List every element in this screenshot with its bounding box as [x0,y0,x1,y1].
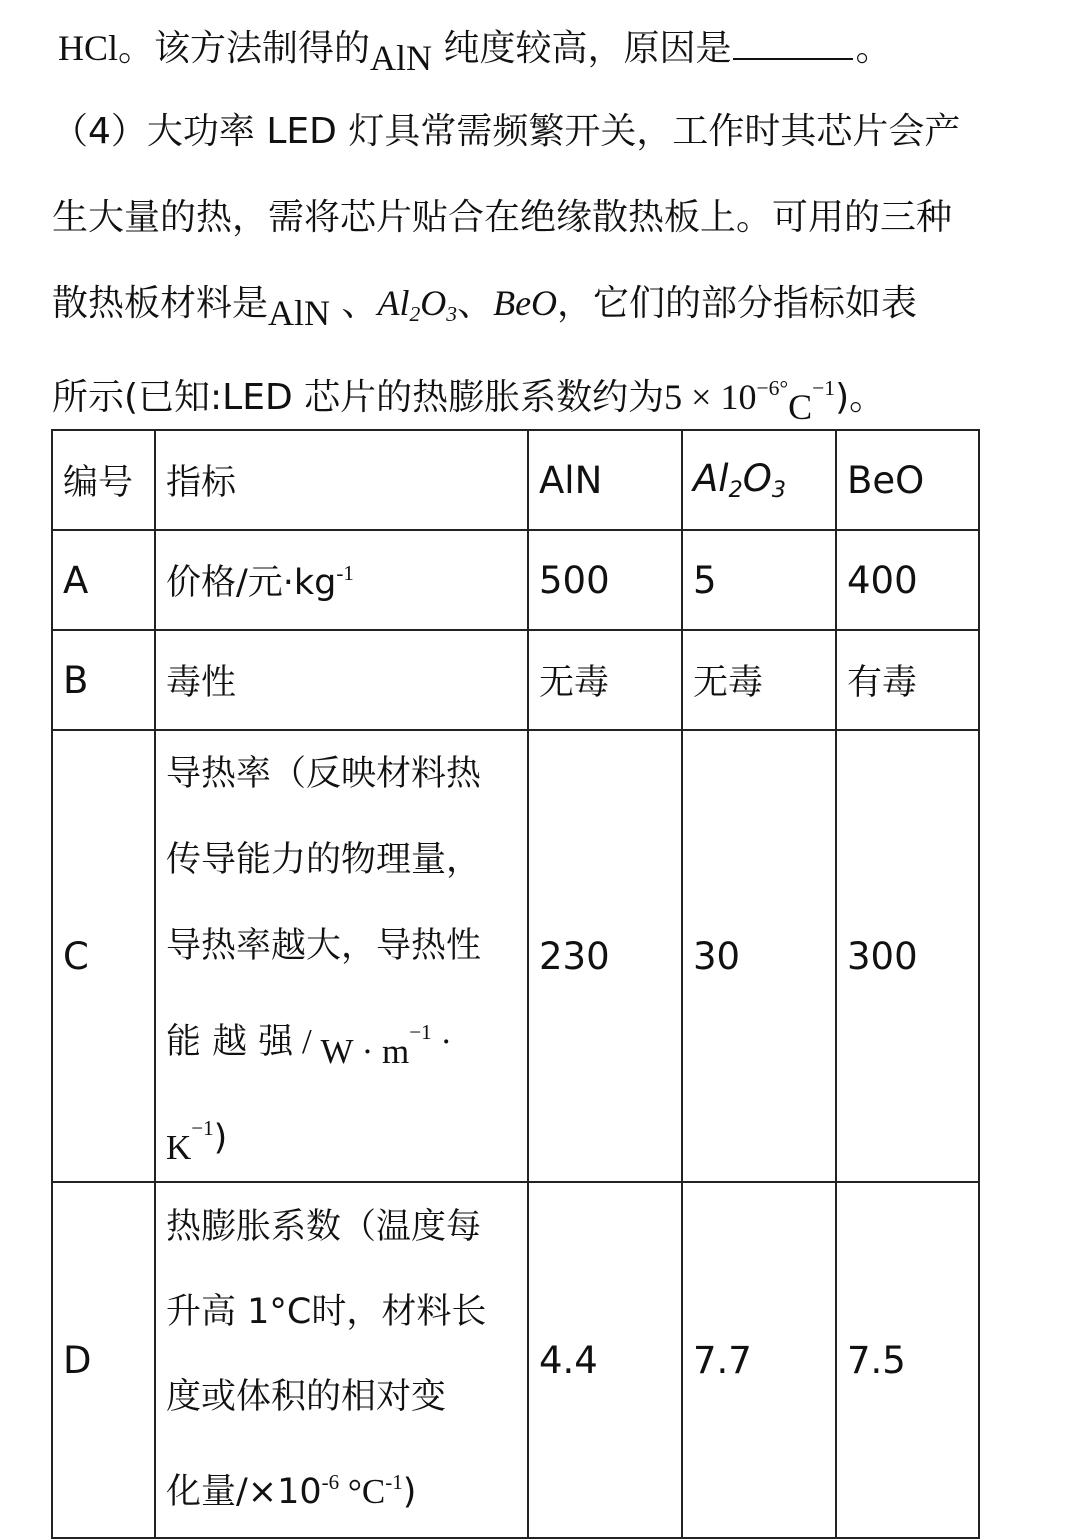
row-d-aln: 4.4 [528,1182,682,1538]
header-beo: BeO [836,430,979,530]
hcl-formula: HCl [58,28,119,68]
row-a-beo: 400 [836,530,979,630]
aln-formula: AlN [370,38,433,78]
row-c-aln: 230 [528,730,682,1182]
table-row [52,730,979,1182]
row-c-al2o3: 30 [682,730,836,1182]
table-row [52,1182,979,1538]
row-d-label: 热膨胀系数（温度每 升高 1°C时，材料长 度或体积的相对变 化量$/\times 10^{-6}$ $^\circ C^{-1}$) [155,1182,528,1538]
header-index: 指标 [155,430,528,530]
row-a-aln: 500 [528,530,682,630]
text-fragment: 、 [330,283,378,324]
text-line-1 [58,26,892,78]
row-c-label: 导热率（反映材料热 传导能力的物理量， 导热率越大，导热性 能 越 强 / $W \cdot m^{-1}$ · $K^{-1}$) [155,730,528,1182]
row-a-no: A [52,530,155,630]
text-fragment: )。 [835,377,886,418]
text-fragment: 。该方法制得的 [118,28,371,69]
al2o3-formula: $Al_2O_3$ [377,283,458,326]
text-fragment: 、 [457,283,494,324]
table-row [52,530,979,630]
text-fragment: ，它们的部分指标如表 [557,283,918,324]
text-line-2 [52,110,960,154]
row-d-al2o3: 7.7 [682,1182,836,1538]
table-header-row [52,430,979,530]
materials-table [51,429,980,1539]
text-fragment: 。 [855,28,892,69]
text-fragment: 所示(已知:LED 芯片的热膨胀系数约为 [52,377,665,418]
text-fragment: 散热板材料是 [52,283,269,324]
header-al2o3: $Al_2O_3$ [682,430,836,530]
row-b-label: 毒性 [155,630,528,730]
row-b-aln: 无毒 [528,630,682,730]
row-b-al2o3: 无毒 [682,630,836,730]
header-no: 编号 [52,430,155,530]
header-aln: AlN [528,430,682,530]
text-fragment: 纯度较高，原因是 [432,28,732,69]
aln-formula: AlN [268,293,331,333]
row-a-al2o3: 5 [682,530,836,630]
row-c-beo: 300 [836,730,979,1182]
row-d-beo: 7.5 [836,1182,979,1538]
text-fragment: 生大量的热，需将芯片贴合在绝缘散热板上。可用的三种 [52,197,953,238]
text-line-4 [52,281,917,336]
row-b-no: B [52,630,155,730]
row-c-no: C [52,730,155,1182]
expansion-value: $5 \times 10^{-6^\circ}C^{-1}$ [664,376,836,427]
row-b-beo: 有毒 [836,630,979,730]
beo-formula: BeO [493,283,558,323]
text-line-5 [52,366,886,427]
row-a-label: 价格/元$\cdot kg^{-1}$ [155,530,528,630]
table-row [52,630,979,730]
row-d-no: D [52,1182,155,1538]
question-4-text: （4）大功率 LED 灯具常需频繁开关，工作时其芯片会产 [52,111,961,152]
text-line-3 [52,196,952,240]
answer-blank[interactable] [733,57,853,60]
